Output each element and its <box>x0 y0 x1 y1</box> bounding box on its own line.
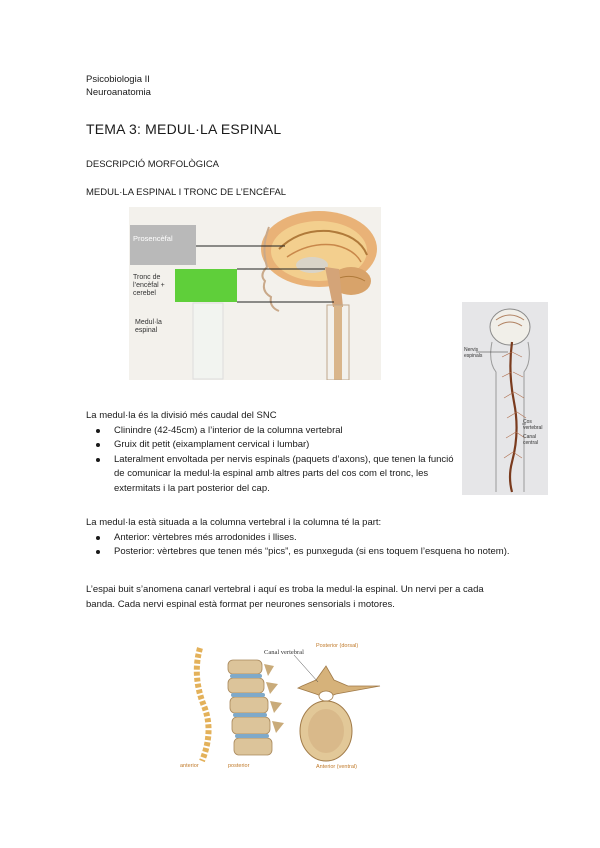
document-header <box>86 73 151 99</box>
section-heading: DESCRIPCIÓ MORFOLÒGICA <box>86 159 220 170</box>
label-spinal-cord: Medul·la espinal <box>135 319 162 334</box>
para1-bullet-1: Clinindre (42-45cm) a l’interior de la columna vertebral <box>86 424 458 439</box>
para2-bullet-1: Anterior: vèrtebres més arrodonides i llises. <box>86 531 510 546</box>
course-name: Psicobiologia II <box>86 74 150 85</box>
label-posterior-dorsal: Posterior (dorsal) <box>316 643 359 649</box>
label-anterior-ventral: Anterior (ventral) <box>316 764 357 770</box>
subsection-heading: MEDUL·LA ESPINAL I TRONC DE L’ENCÈFAL <box>86 187 287 198</box>
label-vertebral-canal: Canal vertebral <box>264 649 304 656</box>
para2-bullet-2: Posterior: vèrtebres que tenen més “pics”, es punxeguda (si ens toquem l’esquena ho notem). <box>86 545 510 560</box>
subject-name: Neuroanatomia <box>86 87 151 98</box>
label-spinal-nerves: Nervis espinals <box>464 347 483 359</box>
page-title: TEMA 3: MEDUL·LA ESPINAL <box>86 121 282 137</box>
spinal-cord-description <box>86 409 458 496</box>
vertebral-column-figure <box>176 636 384 775</box>
brain-regions-figure <box>129 207 381 380</box>
label-posterior: posterior <box>228 763 250 769</box>
body-silhouette-illustration <box>462 302 548 495</box>
para1-bullet-3: Lateralment envoltada per nervis espinals (paquets d’axons), que tenen la funció de comunicar la medul·la espinal amb altres parts del cos com el tronc, les extermitats i la part posterior del cap. <box>86 453 458 497</box>
para1-bullet-2: Gruix dit petit (eixamplament cervical i lumbar) <box>86 438 458 453</box>
label-brainstem: Tronc de l’encèfal + cerebel <box>133 274 165 297</box>
vertebral-column-description <box>86 516 510 560</box>
brainstem-block <box>175 269 237 302</box>
para2-intro: La medul·la està situada a la columna vertebral i la columna té la part: <box>86 517 382 528</box>
label-anterior: anterior <box>180 763 199 769</box>
spinal-cord-body-figure <box>462 302 548 495</box>
label-central-canal: Canal central <box>523 434 539 446</box>
prosencephalon-block <box>130 225 196 265</box>
spinal-block <box>193 303 223 379</box>
vertebral-canal-description: L’espai buit s’anomena canarl vertebral i aquí es troba la medul·la espinal. Un nervi per a cada banda. Cada nervi espinal està format per neurones sensorials i motores. <box>86 584 484 610</box>
para1-intro: La medul·la és la divisió més caudal del SNC <box>86 410 277 421</box>
label-prosencephalon: Prosencèfal <box>133 234 173 243</box>
label-vertebral-body: Cos vertebral <box>523 419 543 431</box>
